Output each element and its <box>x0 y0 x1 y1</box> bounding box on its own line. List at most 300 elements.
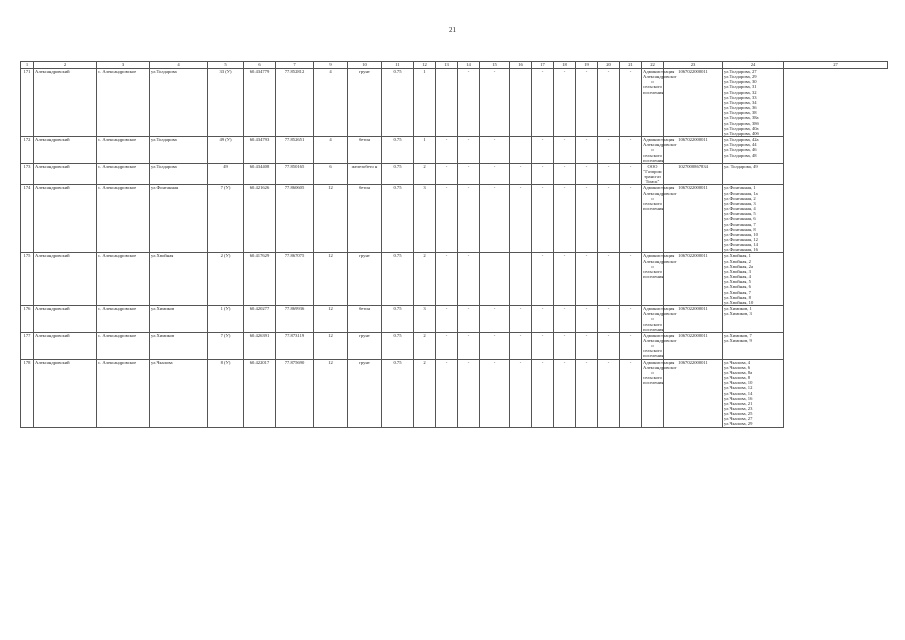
table-cell: - <box>554 332 576 359</box>
column-header: 23 <box>664 62 723 69</box>
table-cell: - <box>436 359 458 427</box>
table-cell: ул.Толдарова <box>150 163 208 185</box>
table-cell: - <box>576 137 598 164</box>
table-cell: - <box>532 185 554 253</box>
table-cell: ул.Химиков <box>150 306 208 333</box>
column-header: 9 <box>314 62 348 69</box>
table-cell: грунт <box>348 69 382 137</box>
table-cell: 173 <box>21 163 34 185</box>
owner-line: Администрация <box>643 306 675 312</box>
table-cell: 77.852812 <box>276 69 314 137</box>
address-line: ул.Фонтанная, 8 <box>724 226 756 232</box>
table-cell: 60.417629 <box>244 253 276 306</box>
table-cell: 1 (У) <box>208 306 244 333</box>
owner-line: Администрация <box>643 69 675 74</box>
page-number: 21 <box>449 26 456 34</box>
table-cell <box>510 253 532 306</box>
column-header: 2 <box>34 62 97 69</box>
table-cell: 0.75 <box>382 69 414 137</box>
table-row <box>21 332 888 359</box>
table-cell: - <box>480 306 510 333</box>
table-cell: - <box>620 332 642 359</box>
address-line: ул.Чкалова, 14 <box>724 390 753 396</box>
address-line: ул.Чкалова, 27 <box>724 416 753 422</box>
table-cell: 7 (У) <box>208 185 244 253</box>
table-row <box>21 163 888 185</box>
table-cell: - <box>576 253 598 306</box>
table-cell: 60.434793 <box>244 137 276 164</box>
served-addresses-cell <box>723 69 784 137</box>
address-line: ул.Фонтанная, 1а <box>724 190 758 196</box>
owner-line: поселения <box>643 157 664 163</box>
table-cell: - <box>480 185 510 253</box>
table-cell: - <box>532 137 554 164</box>
address-line: ул.Хвойная, 4 <box>724 274 751 280</box>
address-line: ул.Фонтанная, 16 <box>724 247 758 253</box>
owner-line: Александровског <box>643 258 677 264</box>
table-cell: - <box>532 332 554 359</box>
column-header: 5 <box>208 62 244 69</box>
table-cell: - <box>458 163 480 185</box>
table-cell: 0.75 <box>382 359 414 427</box>
ogrn-cell: 1067022000011 <box>664 185 723 253</box>
address-line: ул.Фонтанная, 1 <box>724 185 756 191</box>
table-cell: 172 <box>21 137 34 164</box>
ogrn-cell: 1067022000011 <box>664 137 723 164</box>
table-cell: 49 (У) <box>208 137 244 164</box>
table-cell: 177 <box>21 332 34 359</box>
column-header: 27 <box>784 62 888 69</box>
table-cell: - <box>598 163 620 185</box>
address-line: ул.Фонтанная, 7 <box>724 221 756 227</box>
table-cell: - <box>436 137 458 164</box>
owner-line: Александровског <box>643 337 677 343</box>
table-cell: - <box>510 332 532 359</box>
table-cell: 0.75 <box>382 306 414 333</box>
table-cell: - <box>598 185 620 253</box>
column-header: 10 <box>348 62 382 69</box>
table-cell: - <box>554 137 576 164</box>
table-cell: 0.75 <box>382 253 414 306</box>
owner-line: Александровског <box>643 74 677 80</box>
table-cell: - <box>458 69 480 137</box>
owner-cell <box>642 332 677 359</box>
table-cell: 0.75 <box>382 332 414 359</box>
table-cell: 60.422017 <box>244 359 276 427</box>
table-cell: - <box>480 137 510 164</box>
table-cell: 0.75 <box>382 137 414 164</box>
table-cell: 176 <box>21 306 34 333</box>
served-addresses-cell <box>723 359 784 427</box>
table-cell: - <box>620 69 642 137</box>
table-cell: Александровский <box>34 185 97 253</box>
address-line: ул.Чкалова, 10 <box>724 380 753 386</box>
table-cell: - <box>576 359 598 427</box>
table-cell: - <box>598 359 620 427</box>
served-addresses-cell <box>723 332 784 359</box>
table-cell: 171 <box>21 69 34 137</box>
owner-line: Александровског <box>643 364 677 370</box>
table-cell: - <box>458 359 480 427</box>
address-line: ул.Чкалова, 16 <box>724 395 753 401</box>
owner-line: поселения <box>643 89 664 95</box>
table-cell: 12 <box>314 253 348 306</box>
column-header: 24 <box>723 62 784 69</box>
table-cell: - <box>554 306 576 333</box>
ogrn-cell: 1067022000011 <box>664 253 723 306</box>
owner-cell <box>642 253 677 306</box>
address-line: ул.Хвойная, 1 <box>724 253 751 259</box>
table-cell: - <box>576 306 598 333</box>
table-cell: с. Александровское <box>97 359 150 427</box>
table-cell: бетон <box>348 306 382 333</box>
table-cell: с. Александровское <box>97 163 150 185</box>
address-line: ул.Толдарова, 44 <box>724 142 757 148</box>
table-cell: 12 <box>314 185 348 253</box>
table-cell: 1 <box>414 137 436 164</box>
address-line: ул.Фонтанная, 6 <box>724 216 756 222</box>
address-line: ул.Толдарова, 34 <box>724 99 757 105</box>
column-header: 14 <box>458 62 480 69</box>
owner-line: Администрация <box>643 185 675 191</box>
table-row <box>21 306 888 333</box>
address-line: ул.Чкалова, 8а <box>724 369 753 375</box>
table-cell: бетон <box>348 137 382 164</box>
column-header: 12 <box>414 62 436 69</box>
table-cell: ул.Химиков <box>150 332 208 359</box>
table-cell: - <box>576 332 598 359</box>
table-cell: - <box>598 306 620 333</box>
owner-line: поселения <box>643 380 664 386</box>
address-line: ул.Хвойная, 5 <box>724 279 751 285</box>
table-cell: 0.75 <box>382 163 414 185</box>
table-cell: ул.Фонтанная <box>150 185 208 253</box>
owner-line: о сельского <box>643 195 662 206</box>
address-line: ул.Хвойная, 7 <box>724 289 751 295</box>
address-line: ул.Хвойная, 8 <box>724 294 751 300</box>
table-cell: ул.Толдарова <box>150 137 208 164</box>
address-line: ул.Толдарова, 38а <box>724 115 759 121</box>
table-cell: 4 <box>314 137 348 164</box>
owner-line: поселения <box>643 206 664 212</box>
table-cell: 12 <box>314 332 348 359</box>
table-cell: 60.421626 <box>244 185 276 253</box>
address-line: ул.Химиков, 7 <box>724 332 752 338</box>
table-cell: - <box>554 253 576 306</box>
table-cell: - <box>554 163 576 185</box>
table-cell: - <box>620 253 642 306</box>
owner-line: Администрация <box>643 253 675 259</box>
table-cell: - <box>480 69 510 137</box>
address-line: ул.Фонтанная, 14 <box>724 242 758 248</box>
table-row <box>21 137 888 164</box>
owner-line: Александровског <box>643 142 677 148</box>
owner-cell <box>642 185 677 253</box>
table-cell: Александровский <box>34 359 97 427</box>
table-cell: - <box>510 359 532 427</box>
table-cell: - <box>480 359 510 427</box>
ogrn-cell: 1067022000011 <box>664 359 723 427</box>
column-header: 22 <box>642 62 664 69</box>
table-cell: - <box>458 332 480 359</box>
table-cell: - <box>576 163 598 185</box>
table-cell: Александровский <box>34 137 97 164</box>
table-cell: - <box>436 253 458 306</box>
container-sites-table <box>20 61 888 428</box>
address-line: ул.Фонтанная, 4 <box>724 206 756 212</box>
address-line: ул.Хвойная, 10 <box>724 299 754 305</box>
table-cell: 0.75 <box>382 185 414 253</box>
table-cell: железобето н <box>348 163 382 185</box>
table-cell: - <box>620 163 642 185</box>
table-cell: 2 <box>414 163 436 185</box>
owner-line: поселения <box>643 353 664 359</box>
owner-line: ООО "Газпром <box>643 163 662 174</box>
table-cell: с. Александровское <box>97 69 150 137</box>
owner-cell <box>642 359 677 427</box>
ogrn-cell: 1067022000011 <box>664 69 723 137</box>
owner-line: о сельского <box>643 316 662 327</box>
table-cell: 8 (У) <box>208 359 244 427</box>
table-cell: 2 <box>414 332 436 359</box>
column-header: 21 <box>620 62 642 69</box>
column-header: 1 <box>21 62 34 69</box>
address-line: ул.Чкалова, 23 <box>724 406 753 411</box>
table-cell: - <box>480 163 510 185</box>
column-header: 19 <box>576 62 598 69</box>
column-header: 3 <box>97 62 150 69</box>
table-row <box>21 69 888 137</box>
table-cell: - <box>436 163 458 185</box>
address-line: ул.Фонтанная, 2 <box>724 195 756 201</box>
table-cell: 2 <box>414 253 436 306</box>
served-addresses-cell <box>723 163 784 185</box>
table-cell: ул.Толдарова <box>150 69 208 137</box>
column-header: 17 <box>532 62 554 69</box>
address-line: ул.Чкалова, 4 <box>724 359 751 365</box>
address-line: ул.Толдарова, 27 <box>724 69 757 74</box>
address-line: ул.Толдарова, 32 <box>724 89 757 95</box>
table-cell: 60.434408 <box>244 163 276 185</box>
table-cell: - <box>436 332 458 359</box>
owner-line: трансгаз Томск" <box>644 174 661 185</box>
table-cell: 4 <box>314 69 348 137</box>
table-cell: с. Александровское <box>97 332 150 359</box>
table-row <box>21 185 888 253</box>
address-line: ул.Чкалова, 29 <box>724 421 753 427</box>
owner-line: Александровског <box>643 311 677 317</box>
table-cell: - <box>480 332 510 359</box>
table-cell: 77.852651 <box>276 137 314 164</box>
address-line: ул.Толдарова, 48 <box>724 152 757 158</box>
column-header: 15 <box>480 62 510 69</box>
owner-line: Александровског <box>643 190 677 196</box>
table-cell: - <box>532 69 554 137</box>
address-line: ул.Толдарова, 46 <box>724 147 757 153</box>
table-cell: 60.420277 <box>244 306 276 333</box>
ogrn-cell: 1027000867834 <box>664 163 723 185</box>
table-cell: 178 <box>21 359 34 427</box>
table-cell: 77.869936 <box>276 306 314 333</box>
table-cell: грунт <box>348 332 382 359</box>
table-cell: 60.434779 <box>244 69 276 137</box>
address-line: ул.Фонтанная, 5 <box>724 211 756 217</box>
address-line: ул.Толдарова, 33 <box>724 94 757 100</box>
ogrn-cell: 1067022000011 <box>664 306 723 333</box>
table-cell: с. Александровское <box>97 306 150 333</box>
owner-cell <box>642 306 677 333</box>
column-header: 4 <box>150 62 208 69</box>
address-line: ул.Чкалова, 25 <box>724 411 753 417</box>
table-cell: - <box>598 69 620 137</box>
table-cell: Александровский <box>34 253 97 306</box>
owner-line: о сельского <box>643 263 662 274</box>
table-cell: 3 <box>414 185 436 253</box>
table-cell: - <box>598 253 620 306</box>
address-line: ул.Толдарова, 30 <box>724 79 757 85</box>
address-line: ул.Хвойная, 6 <box>724 284 751 290</box>
address-line: ул.Чкалова, 12 <box>724 385 753 391</box>
table-cell: 175 <box>21 253 34 306</box>
table-cell: Александровский <box>34 306 97 333</box>
table-cell: 49 <box>208 163 244 185</box>
table-cell: - <box>532 359 554 427</box>
table-cell: 77.875690 <box>276 359 314 427</box>
table-cell: - <box>554 69 576 137</box>
address-line: ул.Химиков, 9 <box>724 337 752 343</box>
table-cell: грунт <box>348 253 382 306</box>
address-line: ул.Толдарова, 38 <box>724 110 757 116</box>
table-cell: - <box>436 185 458 253</box>
table-cell: 12 <box>314 359 348 427</box>
address-line: ул.Химиков, 1 <box>724 306 752 312</box>
owner-line: о сельского <box>643 79 662 90</box>
table-cell: - <box>458 137 480 164</box>
table-cell: 77.873119 <box>276 332 314 359</box>
table-cell: Александровский <box>34 332 97 359</box>
column-header: 16 <box>510 62 532 69</box>
served-addresses-cell <box>723 137 784 164</box>
ogrn-cell: 1067022000011 <box>664 332 723 359</box>
address-line: ул.Химиков, 3 <box>724 311 752 317</box>
table-cell: Александровский <box>34 163 97 185</box>
address-line: ул.Хвойная, 3 <box>724 268 751 274</box>
table-cell <box>510 137 532 164</box>
column-header: 13 <box>436 62 458 69</box>
table-cell: 3 <box>414 306 436 333</box>
served-addresses-cell <box>723 306 784 333</box>
table-cell: - <box>576 69 598 137</box>
table-cell: с. Александровское <box>97 185 150 253</box>
column-header: 20 <box>598 62 620 69</box>
table-cell <box>510 69 532 137</box>
owner-line: Администрация <box>643 332 675 338</box>
table-cell: бетон <box>348 185 382 253</box>
table-cell: - <box>554 359 576 427</box>
owner-cell <box>642 69 677 137</box>
address-line: ул.Толдарова, 40б <box>724 130 759 136</box>
table-cell: 7 (У) <box>208 332 244 359</box>
table-cell: - <box>620 185 642 253</box>
table-cell: - <box>458 253 480 306</box>
owner-line: поселения <box>643 326 664 332</box>
owner-line: Администрация <box>643 359 675 365</box>
owner-cell <box>642 137 677 164</box>
owner-cell <box>642 163 664 185</box>
address-line: ул.Чкалова, 8 <box>724 375 751 381</box>
address-line: ул.Толдарова, 31 <box>724 84 757 90</box>
table-cell: 12 <box>314 306 348 333</box>
table-cell: 33 (У) <box>208 69 244 137</box>
address-line: ул.Толдарова, 40а <box>724 125 759 131</box>
table-cell: - <box>554 185 576 253</box>
table-cell: ул.Хвойная <box>150 253 208 306</box>
table-cell: - <box>532 163 554 185</box>
table-cell: - <box>620 359 642 427</box>
table-cell: - <box>458 306 480 333</box>
table-cell: - <box>598 332 620 359</box>
address-line: ул.Чкалова, 21 <box>724 400 753 406</box>
address-line: ул.Толдарова, 36 <box>724 105 757 111</box>
table-cell: ул.Чкалова <box>150 359 208 427</box>
column-header: 6 <box>244 62 276 69</box>
table-cell: с. Александровское <box>97 137 150 164</box>
table-cell: 77.850165 <box>276 163 314 185</box>
table-cell: Александровский <box>34 69 97 137</box>
table-cell: - <box>458 185 480 253</box>
address-line: ул.Фонтанная, 10 <box>724 231 758 237</box>
table-cell: 174 <box>21 185 34 253</box>
table-cell: - <box>510 163 532 185</box>
table-cell: - <box>532 253 554 306</box>
table-cell: - <box>598 137 620 164</box>
owner-line: поселения <box>643 274 664 280</box>
address-line: ул.Фонтанная, 12 <box>724 237 758 242</box>
table-cell: - <box>510 185 532 253</box>
table-cell: 1 <box>414 69 436 137</box>
table-cell: 2 <box>414 359 436 427</box>
column-header: 18 <box>554 62 576 69</box>
owner-line: о сельского <box>643 343 662 354</box>
address-line: ул.Толдарова, 42а <box>724 137 759 143</box>
address-line: ул.Толдарова, 29 <box>724 74 757 80</box>
table-cell: 2 (У) <box>208 253 244 306</box>
address-line: ул.Фонтанная, 3 <box>724 200 756 206</box>
table-cell: 77.860605 <box>276 185 314 253</box>
address-line: ул.Хвойная, 2 <box>724 258 751 264</box>
table-cell: - <box>510 306 532 333</box>
owner-line: о сельского <box>643 147 662 158</box>
owner-line: Администрация <box>643 137 675 143</box>
served-addresses-cell <box>723 253 784 306</box>
table-cell: - <box>576 185 598 253</box>
table-cell: грунт <box>348 359 382 427</box>
table-cell: - <box>532 306 554 333</box>
column-number-row <box>21 62 888 69</box>
table-cell: с. Александровское <box>97 253 150 306</box>
table-cell: 77.867075 <box>276 253 314 306</box>
table-row <box>21 253 888 306</box>
table-cell: 60.426391 <box>244 332 276 359</box>
table-row <box>21 359 888 427</box>
table-cell <box>480 253 510 306</box>
column-header: 11 <box>382 62 414 69</box>
address-line: ул.Толдарова, 38б <box>724 120 759 126</box>
table-cell: - <box>436 306 458 333</box>
table-cell: 6 <box>314 163 348 185</box>
address-line: ул. Толдарова, 49 <box>724 163 758 169</box>
column-header: 7 <box>276 62 314 69</box>
